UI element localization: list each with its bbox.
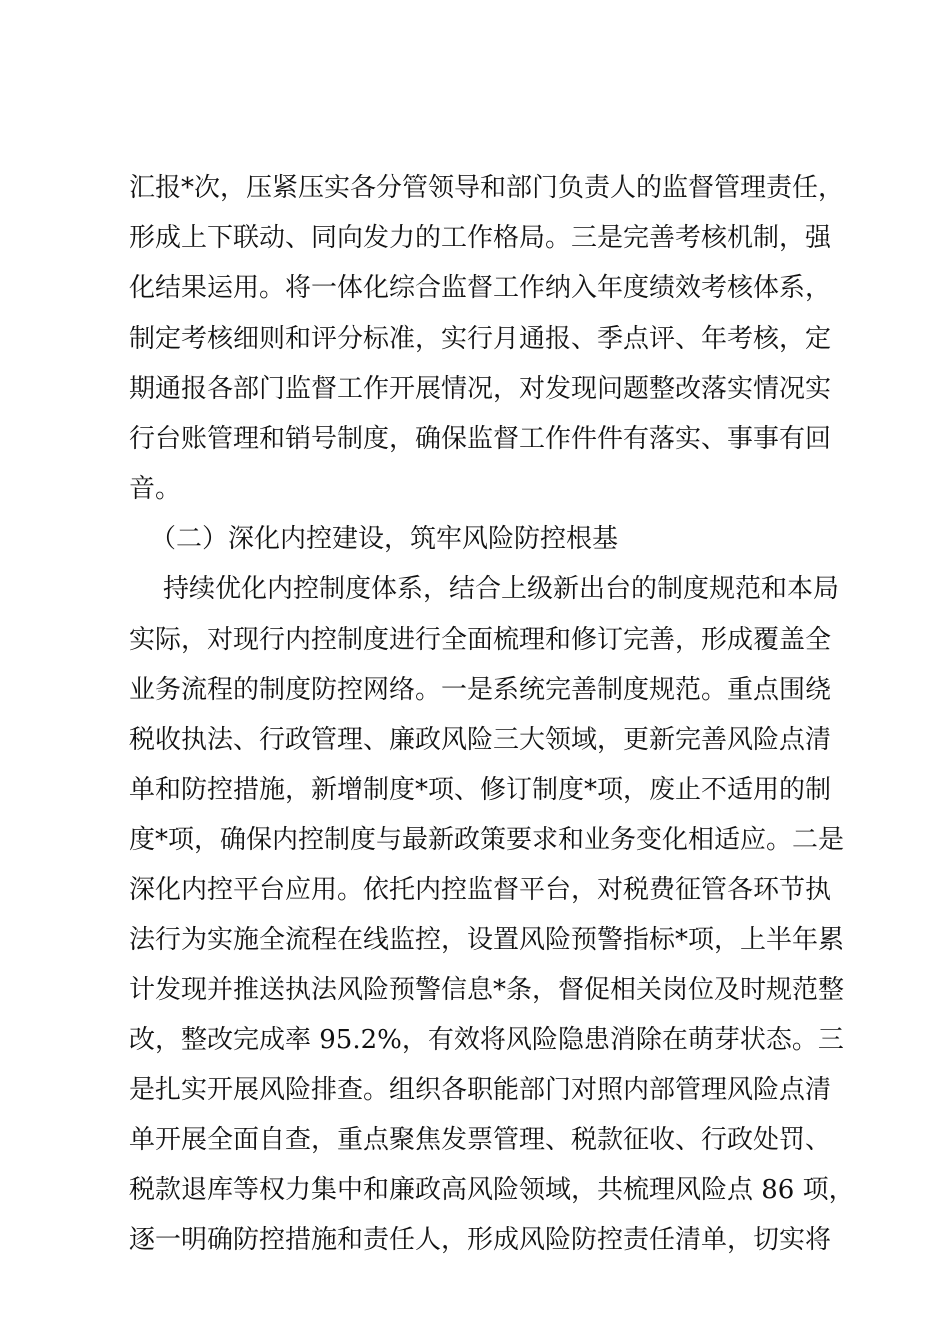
paragraph-2-line-2: 实际，对现行内控制度进行全面梳理和修订完善，形成覆盖全 [129,625,832,655]
paragraph-1-line-3: 化结果运用。将一体化综合监督工作纳入年度绩效考核体系， [129,273,832,303]
section-heading: （二）深化内控建设，筑牢风险防控根基 [150,524,619,554]
paragraph-1-line-7: 音。 [129,474,182,504]
paragraph-1-line-6: 行台账管理和销号制度，确保监督工作件件有落实、事事有回 [129,424,832,454]
paragraph-2-line-5: 单和防控措施，新增制度*项、修订制度*项，废止不适用的制 [129,775,832,805]
paragraph-1-line-1: 汇报*次，压紧压实各分管领导和部门负责人的监督管理责任， [129,173,845,203]
paragraph-1-line-5: 期通报各部门监督工作开展情况，对发现问题整改落实情况实 [129,374,832,404]
paragraph-2-line-7: 深化内控平台应用。依托内控监督平台，对税费征管各环节执 [129,875,832,905]
paragraph-2-line-10: 改，整改完成率 95.2%，有效将风险隐患消除在萌芽状态。三 [129,1025,844,1055]
paragraph-2-line-6: 度*项，确保内控制度与最新政策要求和业务变化相适应。二是 [129,825,845,855]
paragraph-2-line-8: 法行为实施全流程在线监控，设置风险预警指标*项，上半年累 [129,925,845,955]
paragraph-1-line-4: 制定考核细则和评分标准，实行月通报、季点评、年考核，定 [129,324,832,354]
paragraph-2-line-11: 是扎实开展风险排查。组织各职能部门对照内部管理风险点清 [129,1075,832,1105]
paragraph-2-line-4: 税收执法、行政管理、廉政风险三大领域，更新完善风险点清 [129,725,832,755]
paragraph-2-line-1: 持续优化内控制度体系，结合上级新出台的制度规范和本局 [163,574,840,604]
paragraph-2-line-14: 逐一明确防控措施和责任人，形成风险防控责任清单，切实将 [129,1225,832,1255]
paragraph-2-line-12: 单开展全面自查，重点聚焦发票管理、税款征收、行政处罚、 [129,1125,832,1155]
paragraph-2-line-9: 计发现并推送执法风险预警信息*条，督促相关岗位及时规范整 [129,975,845,1005]
paragraph-1-line-2: 形成上下联动、同向发力的工作格局。三是完善考核机制，强 [129,223,832,253]
paragraph-2-line-13: 税款退库等权力集中和廉政高风险领域，共梳理风险点 86 项， [129,1175,855,1205]
paragraph-2-line-3: 业务流程的制度防控网络。一是系统完善制度规范。重点围绕 [129,675,832,705]
